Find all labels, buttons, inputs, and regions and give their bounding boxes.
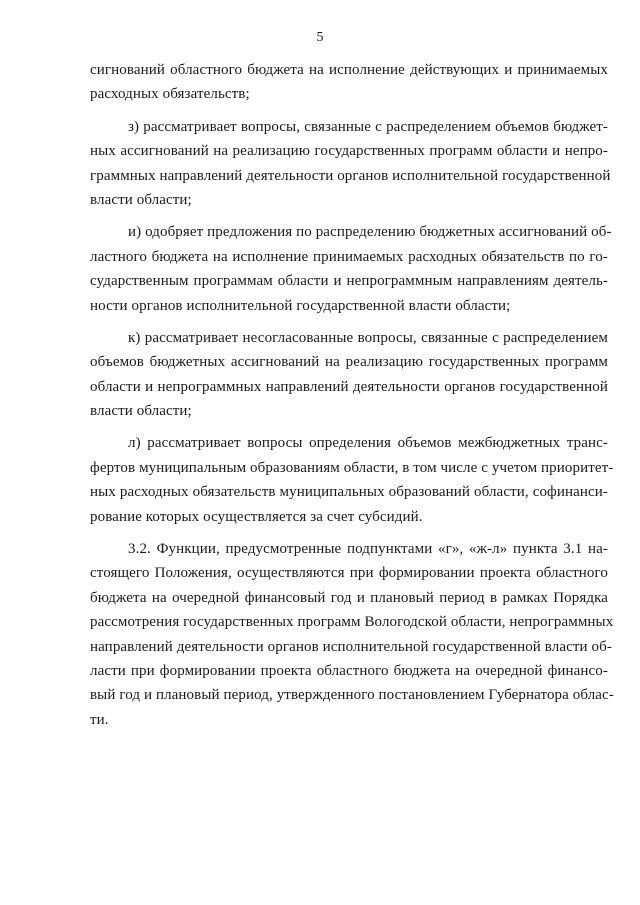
paragraph-3-2 xyxy=(90,537,614,732)
text-line: ластного бюджета на исполнение принимаемых расходных обязательств по го- xyxy=(90,248,608,265)
text-line: ных ассигнований на реализацию государственных программ области и непро- xyxy=(90,143,608,160)
text-line: к) рассматривает несогласованные вопросы, связанные с распределением xyxy=(128,329,608,346)
text-line: области и непрограммных направлений деятельности органов государственной xyxy=(90,378,608,395)
paragraph-z xyxy=(90,115,611,213)
text-line: объемов бюджетных ассигнований на реализацию государственных программ xyxy=(90,354,608,371)
paragraph-continuation xyxy=(90,58,608,107)
text-line: вый год и плановый период, утвержденного постановлением Губернатора облас- xyxy=(90,687,614,704)
text-line: рование которых осуществляется за счет субсидий. xyxy=(90,508,423,525)
text-line: и) одобряет предложения по распределению бюджетных ассигнований об- xyxy=(128,224,612,241)
text-line: расходных обязательств; xyxy=(90,86,250,103)
text-line: граммных направлений деятельности органов исполнительной государственной xyxy=(90,167,611,184)
page-number: 5 xyxy=(316,30,324,45)
text-line: з) рассматривает вопросы, связанные с распределением объемов бюджет- xyxy=(128,118,608,135)
text-line: власти области; xyxy=(90,403,192,420)
text-line: ных расходных обязательств муниципальных образований области, софинанси- xyxy=(90,484,608,501)
text-line: л) рассматривает вопросы определения объемов межбюджетных транс- xyxy=(128,435,608,452)
paragraph-l xyxy=(90,431,614,529)
text-line: стоящего Положения, осуществляются при формировании проекта областного xyxy=(90,565,608,582)
text-line: ти. xyxy=(90,711,109,728)
text-line: рассмотрения государственных программ Вологодской области, непрограммных xyxy=(90,614,614,631)
text-line: ласти при формировании проекта областного бюджета на очередной финансо- xyxy=(90,662,608,679)
paragraph-k xyxy=(90,326,608,424)
text-line: сударственным программам области и непрограммным направлениям деятель- xyxy=(90,273,608,290)
text-line: бюджета на очередной финансовый год и плановый период в рамках Порядка xyxy=(90,589,608,606)
text-line: направлений деятельности органов исполнительной государственной власти об- xyxy=(90,638,612,655)
text-line: 3.2. Функции, предусмотренные подпунктами «г», «ж-л» пункта 3.1 на- xyxy=(128,541,608,558)
text-line: фертов муниципальным образованиям области, в том числе с учетом приоритет- xyxy=(90,459,614,476)
text-line: власти области; xyxy=(90,191,192,208)
text-line: ности органов исполнительной государственной власти области; xyxy=(90,297,511,314)
document-body xyxy=(90,58,614,732)
paragraph-i xyxy=(90,220,612,318)
text-line: сигнований областного бюджета на исполнение действующих и принимаемых xyxy=(90,62,608,78)
